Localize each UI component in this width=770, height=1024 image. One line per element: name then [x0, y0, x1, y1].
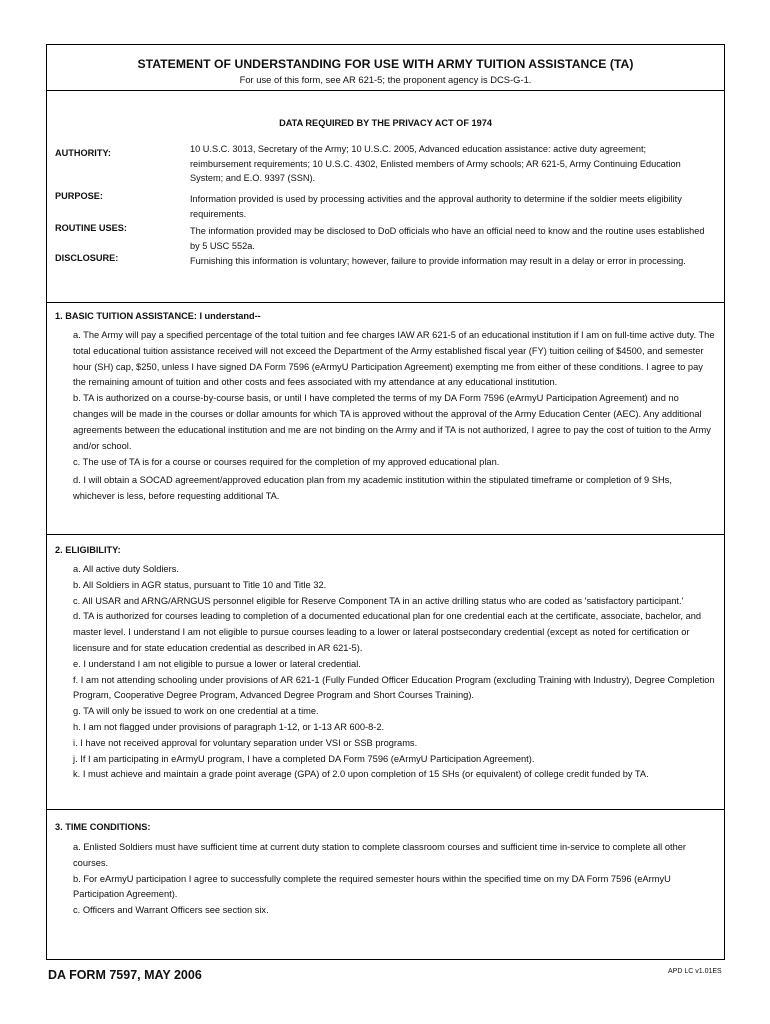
privacy-text: Information provided is used by processing activities and the approval authority to determine if the soldier meets eligibility requirements.: [190, 194, 682, 219]
form-version: APD LC v1.01ES: [668, 968, 722, 975]
privacy-label: ROUTINE USES:: [55, 223, 127, 233]
section-time-conditions: [47, 810, 724, 961]
section-body: [73, 840, 716, 919]
privacy-text: The information provided may be disclosed to DoD officials who have an official need to know and the routine uses established by 5 USC 552a.: [190, 226, 705, 251]
form-subtitle: For use of this form, see AR 621-5; the proponent agency is DCS-G-1.: [239, 74, 532, 85]
list-item: e. I understand I am not eligible to pursue a lower or lateral credential.: [73, 658, 361, 669]
privacy-act-section: [47, 91, 724, 303]
section-body: [73, 562, 716, 783]
privacy-label: PURPOSE:: [55, 191, 103, 201]
list-item: b. For eArmyU participation I agree to successfully complete the required semester hours within the specified time on my DA Form 7596 (eArmyU Participation Agreement).: [73, 873, 671, 900]
section-heading: 1. BASIC TUITION ASSISTANCE: I understand--: [55, 311, 261, 321]
privacy-act-title: DATA REQUIRED BY THE PRIVACY ACT OF 1974: [279, 118, 492, 128]
form-header: [47, 45, 724, 91]
list-item: j. If I am participating in eArmyU program, I have a completed DA Form 7596 (eArmyU Participation Agreement).: [73, 753, 535, 764]
list-item: d. TA is authorized for courses leading to completion of a documented educational plan for one credential each at the certificate, associate, bachelor, and master level. I understand I am not eligible to pursue courses leading to a lower or lateral postsecondary credential (except as noted for certification or licensure and for state education credential as described in AR 621-5).: [73, 611, 702, 653]
privacy-text: Furnishing this information is voluntary; however, failure to provide information may result in a delay or error in processing.: [190, 256, 686, 266]
list-item: k. I must achieve and maintain a grade point average (GPA) of 2.0 upon completion of 15 SHs (or equivalent) of college credit funded by TA.: [73, 769, 649, 780]
list-item: d. I will obtain a SOCAD agreement/approved education plan from my academic institution within the stipulated timeframe or completion of 9 SHs, whichever is less, before requesting additional TA.: [73, 475, 672, 501]
section-body: [73, 328, 716, 505]
section-basic-tuition-assistance: [47, 303, 724, 535]
list-item: i. I have not received approval for voluntary separation under VSI or SSB programs.: [73, 737, 418, 748]
list-item: g. TA will only be issued to work on one credential at a time.: [73, 706, 319, 717]
form-title: STATEMENT OF UNDERSTANDING FOR USE WITH ARMY TUITION ASSISTANCE (TA): [137, 57, 634, 71]
list-item: a. The Army will pay a specified percentage of the total tuition and fee charges IAW AR 621-5 of an educational institution if I am on full-time active duty. The total educational tuition assistance received will not exceed the Department of the Army established fiscal year (FY) tuition ceiling of $4500, and semester hour (SH) cap, $250, unless I have signed DA Form 7596 (eArmyU Participation Agreement) exempting me from either of these conditions. I agree to pay the remaining amount of tuition and other costs and fees associated with my attendance at any educational institution.: [73, 330, 715, 388]
form-identifier: DA FORM 7597, MAY 2006: [48, 968, 202, 982]
list-item: b. All Soldiers in AGR status, pursuant to Title 10 and Title 32.: [73, 579, 327, 590]
list-item: h. I am not flagged under provisions of paragraph 1-12, or 1-13 AR 600-8-2.: [73, 721, 385, 732]
list-item: a. Enlisted Soldiers must have sufficient time at current duty station to complete classroom courses and sufficient time in-service to complete all other courses.: [73, 842, 687, 868]
section-heading: 2. ELIGIBILITY:: [55, 545, 121, 555]
list-item: c. Officers and Warrant Officers see section six.: [73, 905, 269, 916]
list-item: f. I am not attending schooling under provisions of AR 621-1 (Fully Funded Officer Education Program (excluding Training with Industry), Degree Completion Program, Cooperative Degree Program, Advanced Degree Program and Short Courses Training).: [73, 674, 715, 701]
privacy-label: DISCLOSURE:: [55, 253, 119, 263]
form-frame: [46, 44, 725, 960]
list-item: a. All active duty Soldiers.: [73, 564, 179, 574]
section-heading: 3. TIME CONDITIONS:: [55, 822, 151, 832]
list-item: b. TA is authorized on a course-by-course basis, or until I have completed the terms of my DA Form 7596 (eArmyU Participation Agreement) and no changes will be made in the courses or dollar amounts for which TA is approved without the approval of the Army Education Center (AEC). Any additional agreements between the educational institution and me are not binding on the Army and if TA is not authorized, I agree to pay the cost of tuition to the Army and/or school.: [73, 393, 711, 451]
section-eligibility: [47, 535, 724, 810]
privacy-label: AUTHORITY:: [55, 148, 111, 158]
privacy-text: 10 U.S.C. 3013, Secretary of the Army; 10 U.S.C. 2005, Advanced education assistance: active duty agreement; reimbursement requirements; 10 U.S.C. 4302, Enlisted members of Army schools; AR 621-5, Army Continuing Education System; and E.O. 9397 (SSN).: [190, 144, 681, 183]
list-item: c. The use of TA is for a course or courses required for the completion of my approved educational plan.: [73, 457, 500, 468]
list-item: c. All USAR and ARNG/ARNGUS personnel eligible for Reserve Component TA in an active drilling status who are coded as 'satisfactory participant.': [73, 595, 684, 606]
